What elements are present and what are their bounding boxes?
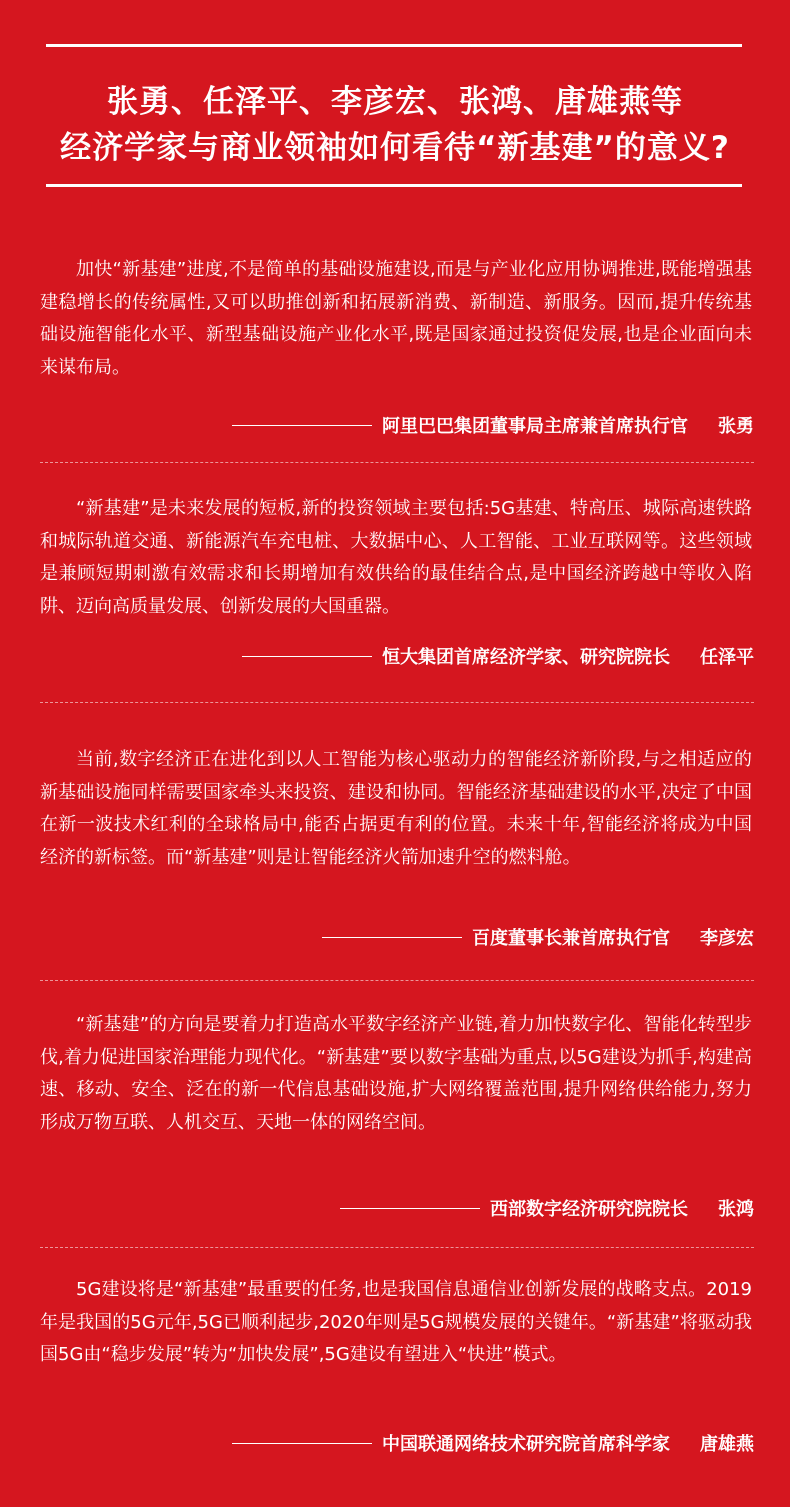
attribution-role: 中国联通网络技术研究院首席科学家 (382, 1434, 670, 1455)
section-divider (40, 702, 754, 703)
quote-attribution (232, 1428, 754, 1458)
attribution-dash (232, 425, 372, 426)
attribution-name: 张勇 (718, 416, 754, 437)
attribution-dash (322, 937, 462, 938)
headline-line-1: 张勇、任泽平、李彦宏、张鸿、唐雄燕等 (107, 84, 683, 120)
attribution-role: 百度董事长兼首席执行官 (472, 928, 670, 949)
title-bottom-rule (46, 184, 742, 187)
quote-text: “新基建”是未来发展的短板,新的投资领域主要包括:5G基建、特高压、城际高速铁路和城际轨道交通、新能源汽车充电桩、大数据中心、人工智能、工业互联网等。这些领域是兼顾短期刺激有效需求和长期增加有效供给的最佳结合点,是中国经济跨越中等收入陷阱、迈向高质量发展、创新发展的大国重器。 (40, 498, 752, 617)
quote-text: 当前,数字经济正在进化到以人工智能为核心驱动力的智能经济新阶段,与之相适应的新基础设施同样需要国家牵头来投资、建设和协同。智能经济基础建设的水平,决定了中国在新一波技术红利的全球格局中,能否占据更有利的位置。未来十年,智能经济将成为中国经济的新标签。而“新基建”则是让智能经济火箭加速升空的燃料舱。 (40, 749, 752, 868)
attribution-role: 西部数字经济研究院院长 (490, 1199, 688, 1220)
quote-attribution (242, 641, 754, 671)
quote-attribution (232, 410, 754, 440)
section-divider (40, 1247, 754, 1248)
attribution-dash (340, 1208, 480, 1209)
attribution-name: 唐雄燕 (700, 1434, 754, 1455)
quote-text: 5G建设将是“新基建”最重要的任务,也是我国信息通信业创新发展的战略支点。2019年是我国的5G元年,5G已顺利起步,2020年则是5G规模发展的关键年。“新基建”将驱动我国5G由“稳步发展”转为“加快发展”,5G建设有望进入“快进”模式。 (40, 1279, 752, 1365)
attribution-name: 李彦宏 (700, 928, 754, 949)
title-top-rule (46, 44, 742, 47)
section-divider (40, 462, 754, 463)
attribution-name: 张鸿 (718, 1199, 754, 1220)
quote-attribution (340, 1193, 754, 1223)
headline-line-2: 经济学家与商业领袖如何看待“新基建”的意义? (60, 130, 730, 166)
attribution-role: 恒大集团首席经济学家、研究院院长 (382, 647, 670, 668)
attribution-role: 阿里巴巴集团董事局主席兼首席执行官 (382, 416, 688, 437)
quote-text: “新基建”的方向是要着力打造高水平数字经济产业链,着力加快数字化、智能化转型步伐,着力促进国家治理能力现代化。“新基建”要以数字基础为重点,以5G建设为抓手,构建高速、移动、安全、泛在的新一代信息基础设施,扩大网络覆盖范围,提升网络供给能力,努力形成万物互联、人机交互、天地一体的网络空间。 (40, 1014, 752, 1133)
attribution-dash (242, 656, 372, 657)
quote-text: 加快“新基建”进度,不是简单的基础设施建设,而是与产业化应用协调推进,既能增强基建稳增长的传统属性,又可以助推创新和拓展新消费、新制造、新服务。因而,提升传统基础设施智能化水平、新型基础设施产业化水平,既是国家通过投资促发展,也是企业面向未来谋布局。 (40, 259, 752, 378)
attribution-name: 任泽平 (700, 647, 754, 668)
section-divider (40, 980, 754, 981)
attribution-dash (232, 1443, 372, 1444)
quote-attribution (322, 922, 754, 952)
